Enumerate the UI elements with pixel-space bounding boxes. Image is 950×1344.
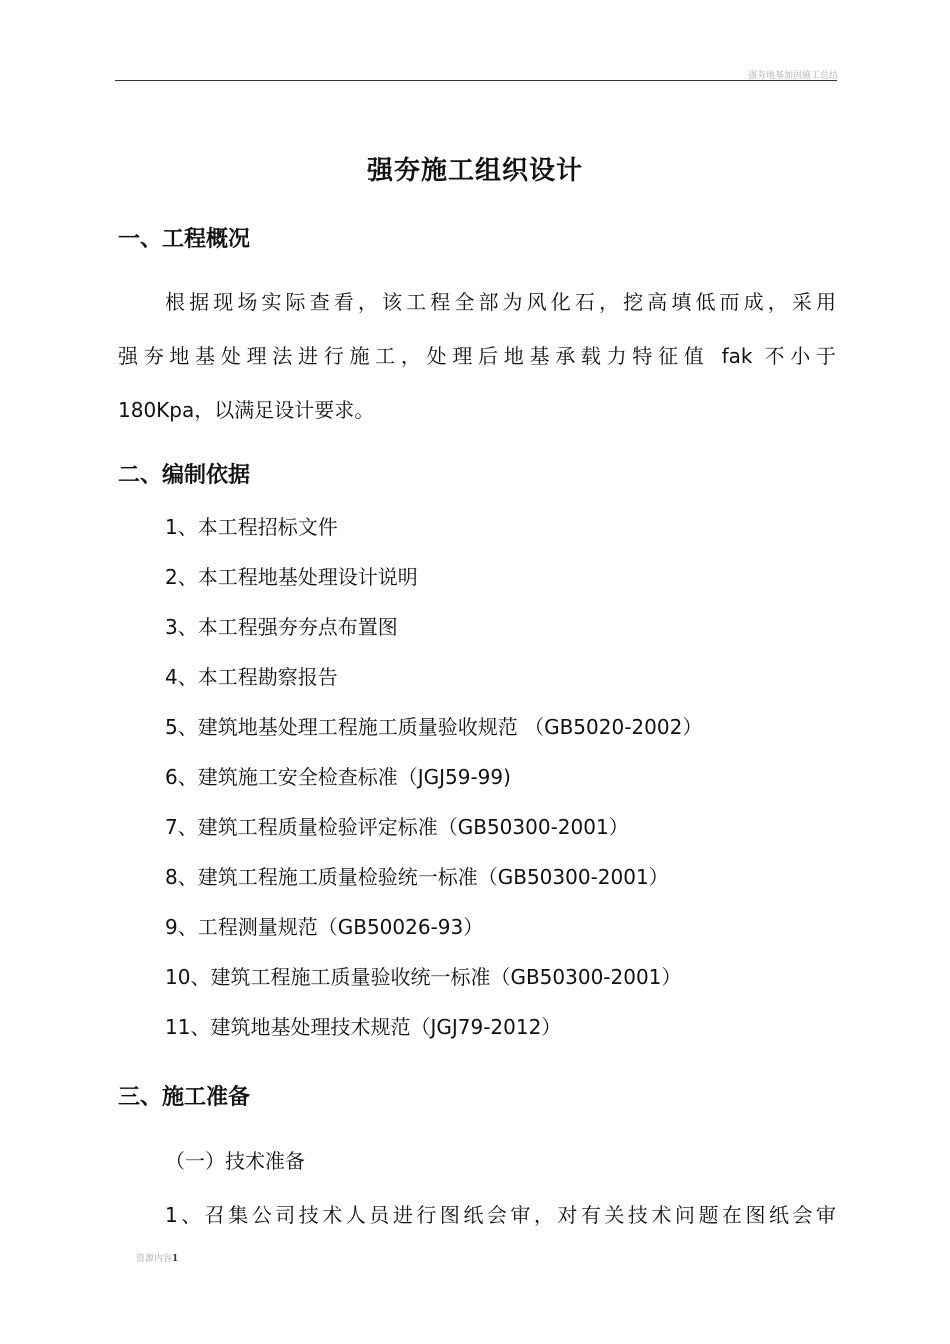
running-header: 强夯地基加固施工总结 <box>747 71 838 81</box>
header-rule <box>115 80 837 81</box>
section-heading-basis: 二、编制依据 <box>118 462 251 488</box>
preparation-paragraph-line-1: 1、召集公司技术人员进行图纸会审，对有关技术问题在图纸会审 <box>165 1203 836 1227</box>
overview-paragraph-line-1: 根据现场实际查看，该工程全部为风化石，挖高填低而成，采用 <box>165 290 836 314</box>
section-heading-preparation: 三、施工准备 <box>118 1084 251 1110</box>
reference-list <box>165 512 702 1062</box>
page-number: 1 <box>172 1254 179 1264</box>
list-item: 5、建筑地基处理工程施工质量验收规范 （GB5020-2002） <box>165 715 703 739</box>
document-title: 强夯施工组织设计 <box>366 156 583 186</box>
overview-paragraph-line-2: 强夯地基处理法进行施工，处理后地基承载力特征值 fak 不小于 <box>118 344 836 368</box>
list-item: 4、本工程勘察报告 <box>165 665 338 689</box>
list-item: 2、本工程地基处理设计说明 <box>165 565 418 589</box>
subsection-heading-technical: （一）技术准备 <box>165 1149 305 1173</box>
overview-paragraph-line-3: 180Kpa，以满足设计要求。 <box>118 398 375 422</box>
list-item: 8、建筑工程施工质量检验统一标准（GB50300-2001） <box>165 865 669 889</box>
page-footer <box>136 1251 178 1264</box>
list-item: 6、建筑施工安全检查标准（JGJ59-99) <box>165 765 511 789</box>
list-item: 9、工程测量规范（GB50026-93） <box>165 915 484 939</box>
footer-label: 资源内容 <box>136 1254 173 1264</box>
list-item: 11、建筑地基处理技术规范（JGJ79-2012） <box>165 1015 562 1039</box>
list-item: 7、建筑工程质量检验评定标准（GB50300-2001） <box>165 815 629 839</box>
section-heading-overview: 一、工程概况 <box>118 226 251 252</box>
list-item: 3、本工程强夯夯点布置图 <box>165 615 398 639</box>
list-item: 10、建筑工程施工质量验收统一标准（GB50300-2001） <box>165 965 682 989</box>
list-item: 1、本工程招标文件 <box>165 515 338 539</box>
